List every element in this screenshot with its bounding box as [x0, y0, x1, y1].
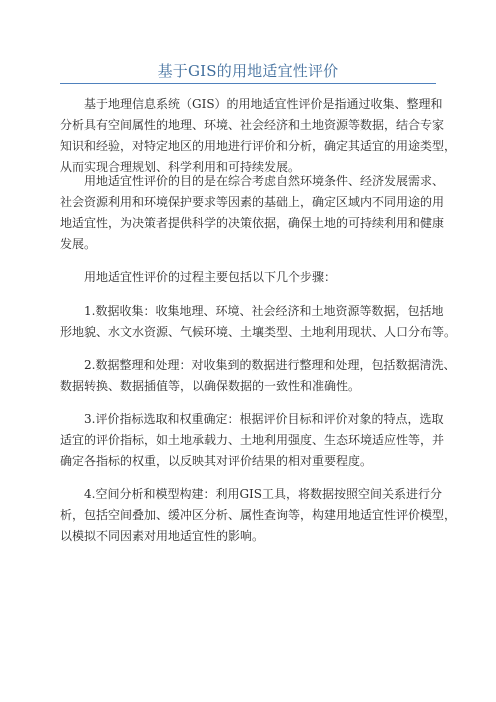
paragraph-step-1: 1.数据收集：收集地理、环境、社会经济和土地资源等数据，包括地 形地貌、水文水资源、气候环境、土壤类型、土地利用现状、人口分布等。	[60, 304, 457, 339]
paragraph-step-3: 3.评价指标选取和权重确定：根据评价目标和评价对象的特点，选取 适宜的评价指标，如土地承载力、土地利用强度、生态环境适应性等，并 确定各指标的权重，以反映其对评价结果的相对重要程度。	[60, 412, 445, 468]
paragraph-step-2: 2.数据整理和处理：对收集到的数据进行整理和处理，包括数据清洗、 数据转换、数据插值等，以确保数据的一致性和准确性。	[60, 358, 456, 393]
paragraph-intro: 基于地理信息系统（GIS）的用地适宜性评价是指通过收集、整理和 分析具有空间属性的地理、环境、社会经济和土地资源等数据，结合专家 知识和经验，对特定地区的用地进行评价和分析，确定其适宜的用途类型， 从而实现合理规划、科学利用和可持续发展。	[60, 97, 457, 174]
title-underline	[60, 83, 436, 84]
paragraph-purpose: 用地适宜性评价的目的是在综合考虑自然环境条件、经济发展需求、 社会资源利用和环境保护要求等因素的基础上，确定区域内不同用途的用 地适宜性，为决策者提供科学的决策依据，确保土地的可持续利用和健康 发展。	[60, 174, 445, 251]
document-title: 基于GIS的用地适宜性评价	[157, 62, 339, 80]
paragraph-steps-intro: 用地适宜性评价的过程主要包括以下几个步骤：	[60, 270, 337, 284]
paragraph-step-4: 4.空间分析和模型构建：利用GIS工具，将数据按照空间关系进行分 析，包括空间叠加、缓冲区分析、属性查询等，构建用地适宜性评价模型， 以模拟不同因素对用地适宜性的影响。	[60, 487, 457, 543]
